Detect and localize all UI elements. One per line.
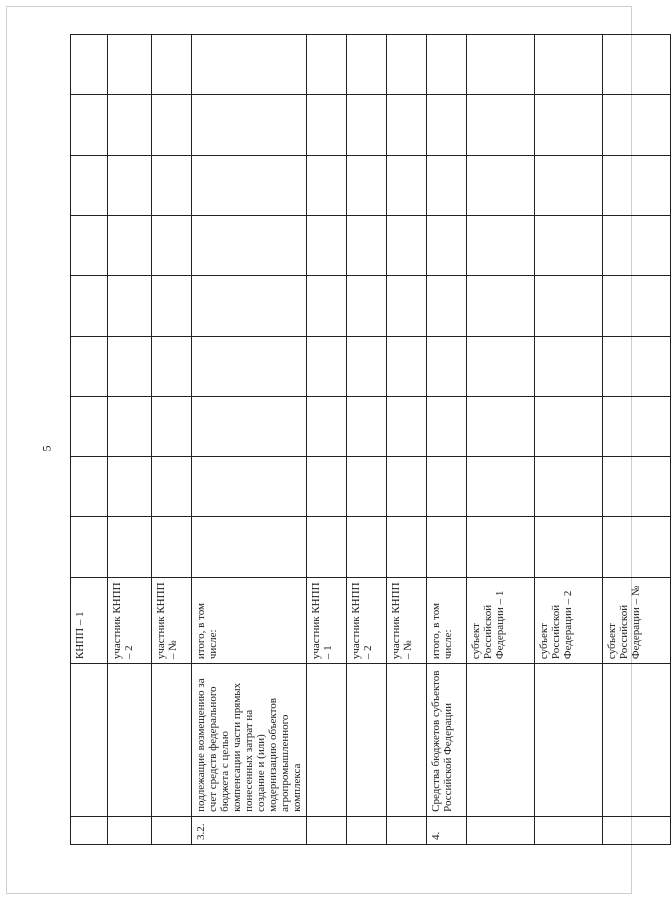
cell-name (307, 664, 347, 817)
data-cell (467, 215, 535, 275)
data-cell (603, 215, 671, 275)
cell-num (108, 816, 152, 844)
data-cell (387, 95, 427, 155)
data-cell (71, 155, 108, 215)
data-cell (347, 517, 387, 577)
data-cell (427, 155, 467, 215)
data-cell (427, 396, 467, 456)
data-cell (387, 215, 427, 275)
data-cell (603, 517, 671, 577)
cell-num (307, 816, 347, 844)
data-cell (603, 336, 671, 396)
table-row (467, 35, 535, 845)
data-cell (603, 155, 671, 215)
table-row (307, 35, 347, 845)
table-row (603, 35, 671, 845)
cell-name (347, 664, 387, 817)
data-cell (307, 35, 347, 95)
cell-num (152, 816, 192, 844)
cell-num: 4. (427, 816, 467, 844)
data-cell (192, 396, 307, 456)
data-cell (467, 35, 535, 95)
cell-sub: КНПП – 1 (71, 577, 108, 663)
data-cell (427, 276, 467, 336)
data-cell (427, 336, 467, 396)
cell-sub: итого, в том числе: (192, 577, 307, 663)
data-cell (467, 155, 535, 215)
data-cell (387, 35, 427, 95)
cell-num (387, 816, 427, 844)
data-cell (467, 396, 535, 456)
data-cell (347, 336, 387, 396)
data-cell (152, 215, 192, 275)
cell-num: 3.2. (192, 816, 307, 844)
cell-sub: участник КНПП – № (152, 577, 192, 663)
data-cell (427, 457, 467, 517)
cell-sub: субъект Российской Федерации – № (603, 577, 671, 663)
data-cell (108, 155, 152, 215)
data-cell (535, 215, 603, 275)
data-cell (307, 276, 347, 336)
data-cell (535, 517, 603, 577)
cell-sub: субъект Российской Федерации – 1 (467, 577, 535, 663)
table-row (108, 35, 152, 845)
data-cell (347, 276, 387, 336)
data-cell (108, 517, 152, 577)
table-row (71, 35, 108, 845)
data-cell (71, 336, 108, 396)
data-cell (152, 95, 192, 155)
table-row (387, 35, 427, 845)
data-cell (71, 276, 108, 336)
table-row (427, 35, 467, 845)
data-cell (387, 276, 427, 336)
cell-name (71, 664, 108, 817)
data-cell (535, 396, 603, 456)
data-cell (192, 336, 307, 396)
data-cell (108, 276, 152, 336)
data-cell (535, 457, 603, 517)
data-cell (108, 336, 152, 396)
cell-sub: итого, в том числе: (427, 577, 467, 663)
data-cell (307, 155, 347, 215)
cell-name (387, 664, 427, 817)
data-cell (192, 35, 307, 95)
cell-sub: участник КНПП – 2 (347, 577, 387, 663)
data-cell (307, 215, 347, 275)
data-cell (347, 95, 387, 155)
cell-name (108, 664, 152, 817)
cell-name: подлежащие возмещению за счет средств федерального бюджета с целью компенсации части прямых понесенных затрат на создание и (или) модернизацию объектов агропромышленного комплекса (192, 664, 307, 817)
data-cell (387, 336, 427, 396)
cell-sub: участник КНПП – № (387, 577, 427, 663)
data-cell (152, 155, 192, 215)
data-cell (192, 215, 307, 275)
data-cell (71, 457, 108, 517)
data-cell (71, 517, 108, 577)
data-cell (347, 457, 387, 517)
data-cell (535, 35, 603, 95)
page-number: 5 (39, 445, 54, 452)
data-cell (535, 276, 603, 336)
cell-num (603, 816, 671, 844)
data-cell (467, 276, 535, 336)
data-cell (152, 517, 192, 577)
data-cell (347, 155, 387, 215)
data-cell (535, 95, 603, 155)
data-cell (108, 35, 152, 95)
cell-num (347, 816, 387, 844)
data-cell (347, 35, 387, 95)
data-cell (535, 336, 603, 396)
data-cell (152, 276, 192, 336)
cell-sub: участник КНПП – 2 (108, 577, 152, 663)
data-cell (603, 35, 671, 95)
data-cell (108, 457, 152, 517)
data-cell (347, 215, 387, 275)
data-cell (71, 35, 108, 95)
data-cell (387, 396, 427, 456)
data-cell (603, 457, 671, 517)
data-cell (71, 215, 108, 275)
cell-num (535, 816, 603, 844)
data-cell (71, 396, 108, 456)
cell-sub: субъект Российской Федерации – 2 (535, 577, 603, 663)
cell-name: Средства бюджетов субъектов Российской Федерации (427, 664, 467, 817)
table-row (152, 35, 192, 845)
data-cell (347, 396, 387, 456)
data-cell (192, 517, 307, 577)
data-cell (192, 457, 307, 517)
data-cell (467, 457, 535, 517)
data-cell (71, 95, 108, 155)
data-cell (467, 336, 535, 396)
table-row (535, 35, 603, 845)
data-cell (152, 457, 192, 517)
data-cell (152, 396, 192, 456)
data-cell (307, 95, 347, 155)
data-cell (307, 517, 347, 577)
data-cell (603, 276, 671, 336)
data-cell (152, 35, 192, 95)
data-cell (307, 336, 347, 396)
cell-name (603, 664, 671, 817)
budget-table (70, 34, 671, 845)
data-cell (192, 155, 307, 215)
data-cell (387, 155, 427, 215)
data-cell (108, 396, 152, 456)
table-row (192, 35, 307, 845)
data-cell (387, 457, 427, 517)
data-cell (108, 95, 152, 155)
data-cell (427, 35, 467, 95)
data-cell (427, 215, 467, 275)
data-cell (603, 396, 671, 456)
cell-name (152, 664, 192, 817)
data-cell (467, 95, 535, 155)
cell-name (535, 664, 603, 817)
data-cell (152, 336, 192, 396)
data-cell (108, 215, 152, 275)
data-cell (535, 155, 603, 215)
cell-sub: участник КНПП – 1 (307, 577, 347, 663)
data-cell (307, 396, 347, 456)
data-cell (307, 457, 347, 517)
cell-name (467, 664, 535, 817)
cell-num (467, 816, 535, 844)
data-cell (427, 95, 467, 155)
table-row (347, 35, 387, 845)
data-cell (427, 517, 467, 577)
cell-num (71, 816, 108, 844)
data-cell (192, 276, 307, 336)
data-cell (387, 517, 427, 577)
data-cell (192, 95, 307, 155)
table-rotation-wrapper (70, 34, 642, 845)
data-cell (467, 517, 535, 577)
data-cell (603, 95, 671, 155)
